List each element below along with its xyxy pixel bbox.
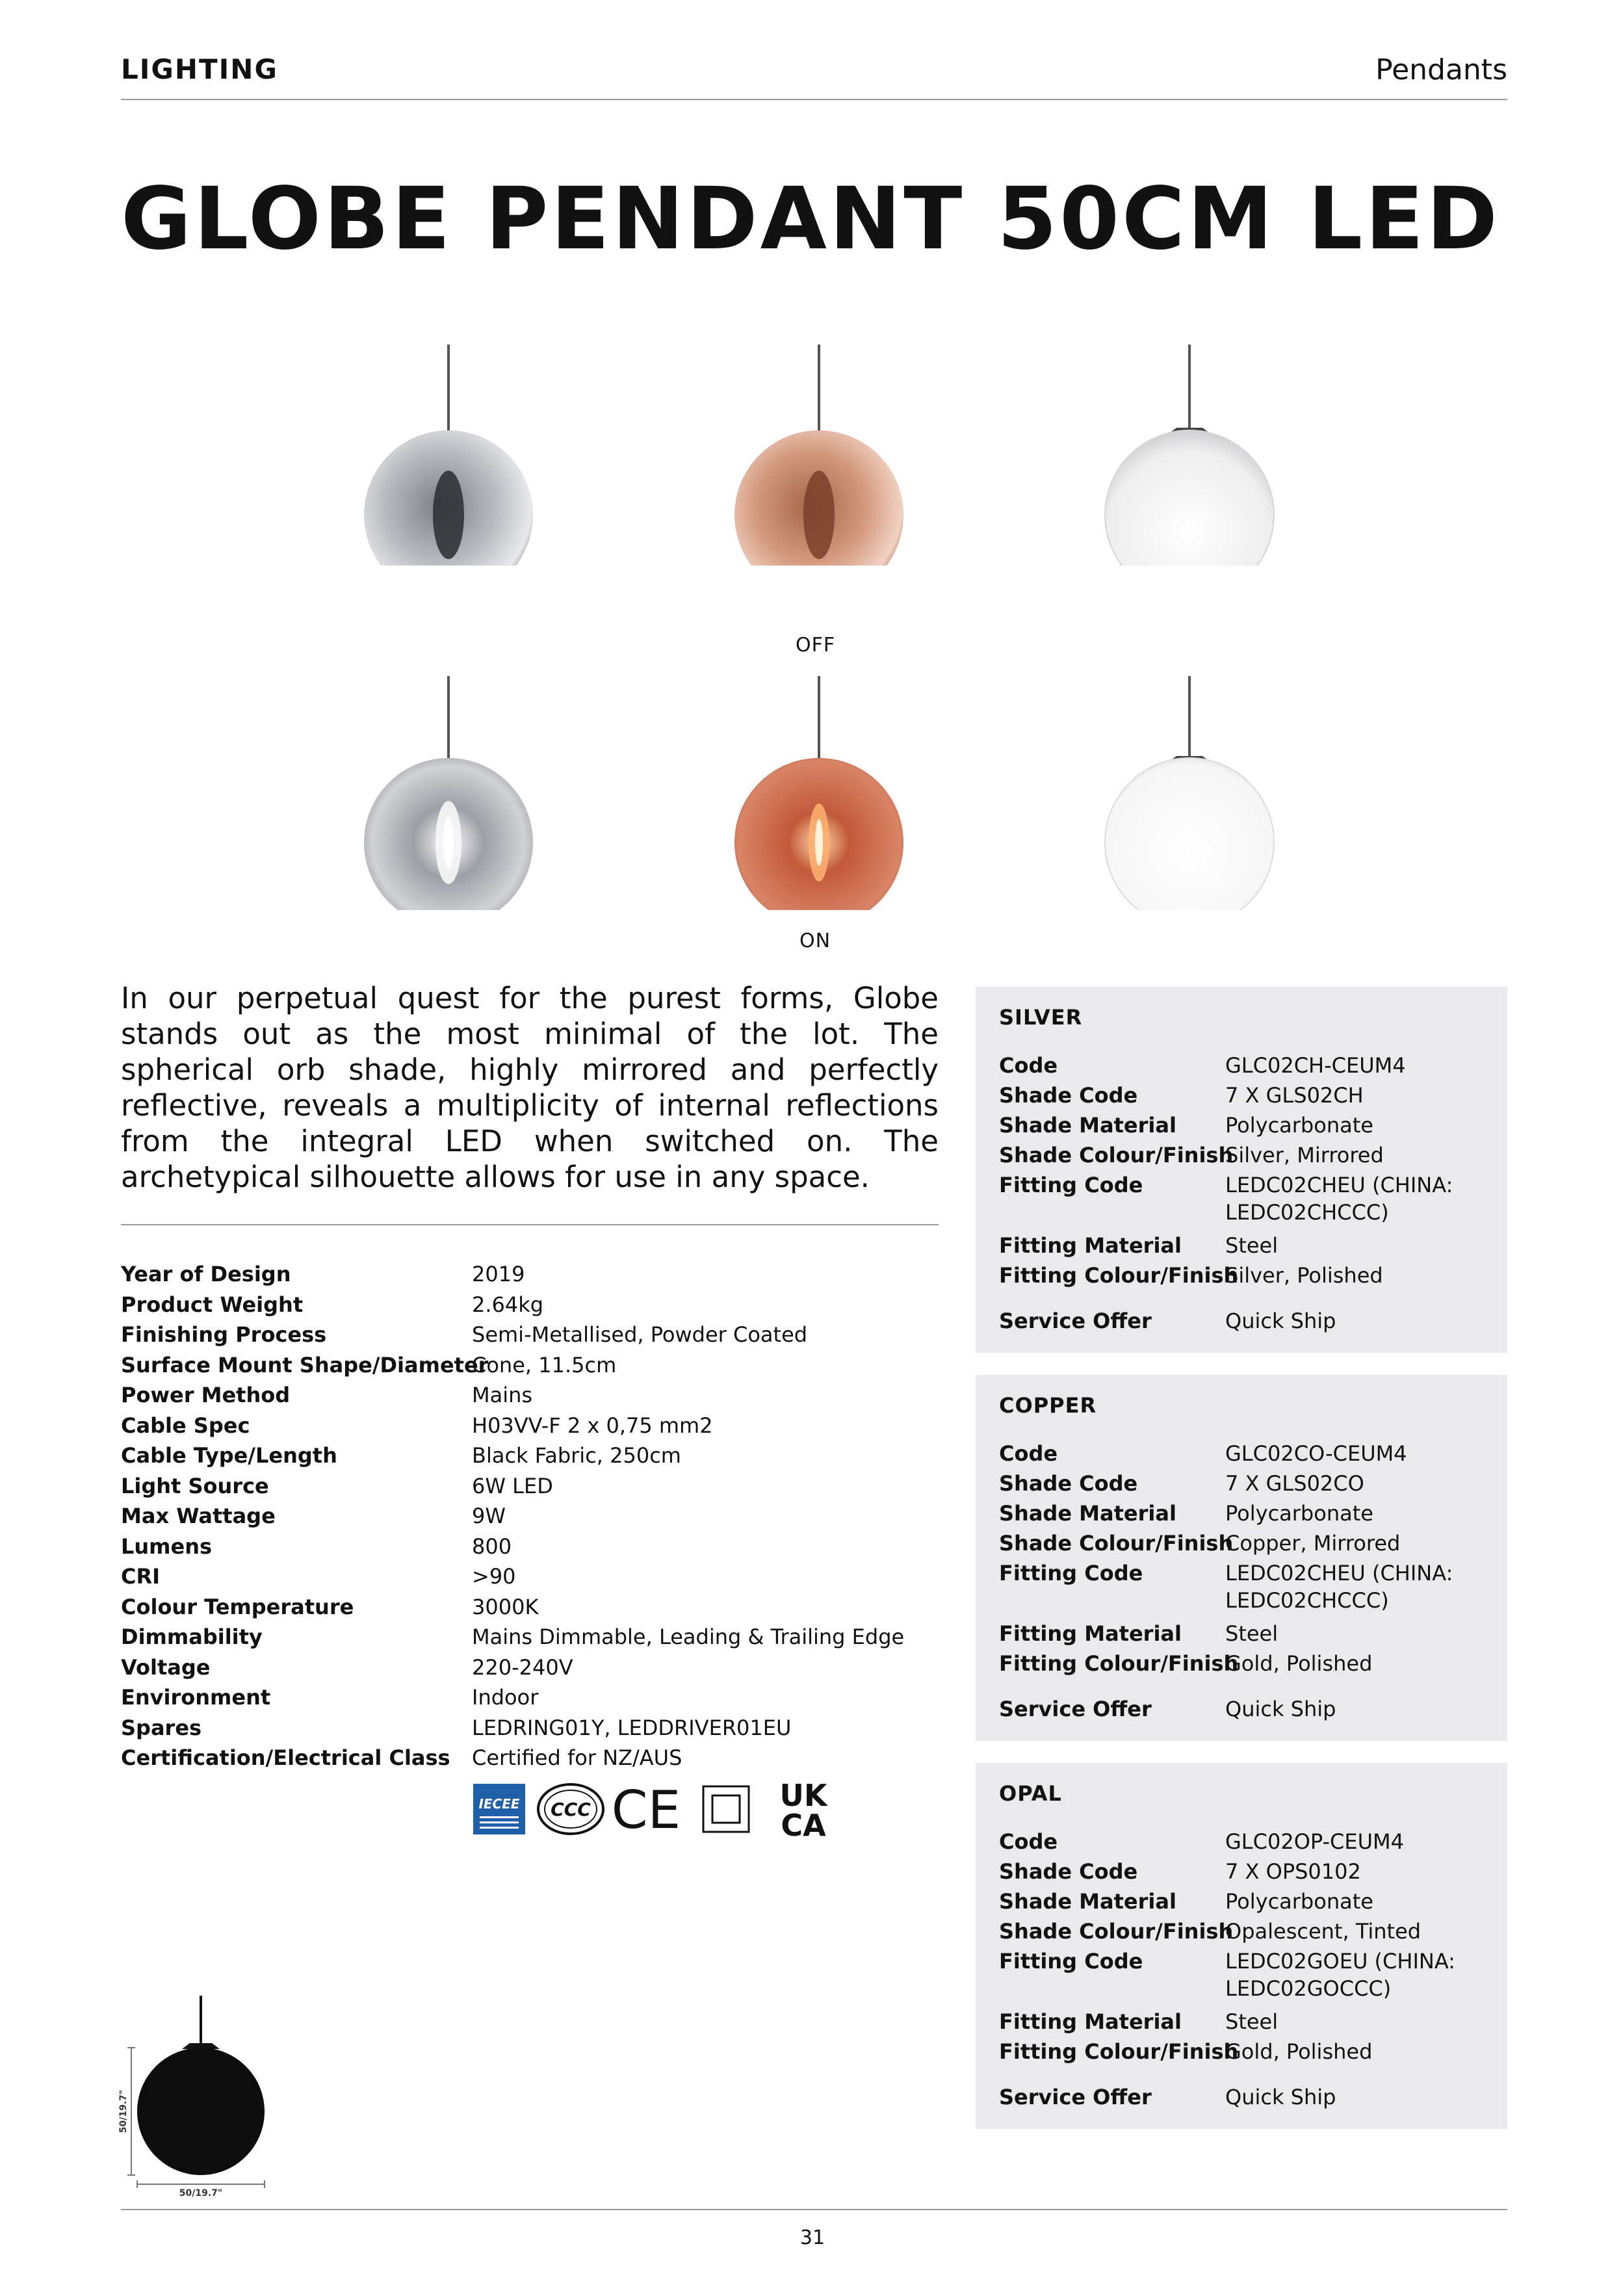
- variant-panel-opal: [976, 1763, 1507, 2129]
- variant-label: Shade Material: [999, 1889, 1176, 1914]
- variant-label: Shade Code: [999, 1859, 1138, 1884]
- silver-lamp-on-image: [351, 676, 546, 910]
- copper-lamp-on-image: [721, 676, 916, 910]
- spec-value: Semi-Metallised, Powder Coated: [472, 1322, 808, 1347]
- spec-label: Certification/Electrical Class: [121, 1745, 450, 1770]
- spec-row: [121, 1532, 966, 1562]
- ccc-mark-text: CCC: [551, 1799, 591, 1820]
- spec-row: [121, 1259, 966, 1290]
- variant-label: Fitting Code: [999, 1561, 1143, 1585]
- spec-value: 6W LED: [472, 1473, 553, 1498]
- spec-value: >90: [472, 1564, 516, 1589]
- variant-value: Polycarbonate: [1225, 1113, 1373, 1138]
- spec-label: Max Wattage: [121, 1504, 276, 1528]
- spec-row: [121, 1290, 966, 1320]
- spec-row: [121, 1682, 966, 1713]
- variant-name: OPAL: [999, 1781, 1062, 1806]
- spec-value: 9W: [472, 1504, 506, 1528]
- variant-value: 7 X OPS0102: [1225, 1859, 1361, 1884]
- spec-value: Mains Dimmable, Leading & Trailing Edge: [472, 1624, 905, 1649]
- spec-value: Mains: [472, 1383, 533, 1407]
- spec-label: Environment: [121, 1685, 271, 1710]
- page-number: 31: [799, 2226, 825, 2249]
- variant-value: Steel: [1225, 1233, 1279, 1258]
- footer-divider: [121, 2209, 1507, 2210]
- spec-row: [121, 1380, 966, 1411]
- spec-value: 3000K: [472, 1594, 539, 1619]
- header-category: LIGHTING: [121, 53, 278, 85]
- variant-label: Code: [999, 1829, 1058, 1854]
- variant-label: Shade Colour/Finish: [999, 1143, 1234, 1168]
- spec-label: Light Source: [121, 1473, 269, 1498]
- variant-value: LEDC02CHEU (CHINA: LEDC02CHCCC): [1225, 1561, 1453, 1613]
- dimension-width-label: 50/19.7": [179, 2188, 223, 2197]
- header-section: Pendants: [1375, 53, 1507, 86]
- variant-label: Fitting Colour/Finish: [999, 2039, 1239, 2064]
- variant-value: Silver, Polished: [1225, 1263, 1383, 1288]
- spec-label: Finishing Process: [121, 1322, 327, 1347]
- variant-value: Silver, Mirrored: [1225, 1143, 1384, 1168]
- variant-label: Fitting Material: [999, 1233, 1182, 1258]
- variant-label: Shade Code: [999, 1471, 1138, 1496]
- variant-name: SILVER: [999, 1005, 1083, 1030]
- spec-value: Cone, 11.5cm: [472, 1352, 617, 1377]
- dimension-height-label: 50/19.7": [118, 2089, 129, 2133]
- variant-value: Steel: [1225, 2009, 1279, 2034]
- dimension-drawing: [117, 1996, 286, 2197]
- spec-row: [121, 1592, 966, 1623]
- spec-row: [121, 1743, 966, 1773]
- variant-label: Shade Colour/Finish: [999, 1919, 1234, 1944]
- product-description: In our perpetual quest for the purest forms, Globe stands out as the most minimal of the lot. The spherical orb shade, highly mirrored and perfectly reflective, reveals a multiplicity of internal reflections from the integral LED when switched on. The archetypical silhouette allows for use in any space.: [121, 981, 939, 1194]
- spec-value: Indoor: [472, 1685, 539, 1710]
- variant-value: GLC02CH-CEUM4: [1225, 1053, 1406, 1078]
- ukca-mark-icon: [780, 1780, 829, 1838]
- silver-lamp-off-image: [351, 345, 546, 566]
- header-divider: [121, 99, 1507, 100]
- variant-value: Quick Ship: [1225, 1697, 1336, 1721]
- variant-label: Service Offer: [999, 2085, 1152, 2109]
- on-state-label: ON: [799, 930, 831, 952]
- variant-label: Shade Colour/Finish: [999, 1531, 1234, 1556]
- variant-label: Fitting Material: [999, 1621, 1182, 1646]
- spec-row: [121, 1320, 966, 1350]
- certification-marks: [472, 1780, 849, 1838]
- off-state-label: OFF: [796, 634, 836, 657]
- spec-value: Black Fabric, 250cm: [472, 1443, 681, 1468]
- spec-label: Year of Design: [121, 1262, 291, 1286]
- spec-label: Power Method: [121, 1383, 291, 1407]
- spec-label: Surface Mount Shape/Diameter: [121, 1352, 489, 1377]
- opal-lamp-off-image: [1092, 345, 1287, 566]
- variant-label: Fitting Code: [999, 1173, 1143, 1197]
- ce-mark-icon: CE: [611, 1780, 681, 1838]
- spec-row: [121, 1350, 966, 1381]
- variant-label: Fitting Colour/Finish: [999, 1263, 1239, 1288]
- variant-label: Fitting Colour/Finish: [999, 1651, 1239, 1676]
- variant-label: Fitting Code: [999, 1949, 1143, 1974]
- variant-value: Gold, Polished: [1225, 1651, 1373, 1676]
- iecee-mark-text: IECEE: [478, 1796, 520, 1812]
- variant-value: Opalescent, Tinted: [1225, 1919, 1422, 1944]
- spec-row: [121, 1713, 966, 1743]
- variant-name: COPPER: [999, 1393, 1097, 1418]
- variant-label: Code: [999, 1053, 1058, 1078]
- variant-value: Copper, Mirrored: [1225, 1531, 1401, 1556]
- spec-row: [121, 1652, 966, 1683]
- variant-value: GLC02CO-CEUM4: [1225, 1441, 1407, 1466]
- variant-value: Quick Ship: [1225, 2085, 1336, 2109]
- spec-label: Dimmability: [121, 1624, 263, 1649]
- variant-value: Polycarbonate: [1225, 1889, 1373, 1914]
- opal-lamp-on-image: [1092, 676, 1287, 910]
- spec-row: [121, 1411, 966, 1441]
- spec-label: Colour Temperature: [121, 1594, 354, 1619]
- spec-value: 2.64kg: [472, 1292, 544, 1317]
- variant-value: 7 X GLS02CO: [1225, 1471, 1364, 1496]
- spec-row: [121, 1441, 966, 1471]
- variant-value: Steel: [1225, 1621, 1279, 1646]
- variant-label: Code: [999, 1441, 1058, 1466]
- variant-value: Quick Ship: [1225, 1309, 1336, 1333]
- variant-label: Shade Code: [999, 1083, 1138, 1108]
- ukca-mark-bottom-text: CA: [781, 1808, 826, 1838]
- variant-label: Service Offer: [999, 1309, 1152, 1333]
- spec-value: 2019: [472, 1262, 525, 1286]
- class-ii-double-insulation-icon: [703, 1786, 749, 1832]
- ccc-mark-icon: [538, 1784, 603, 1834]
- spec-label: CRI: [121, 1564, 161, 1589]
- page-title: GLOBE PENDANT 50CM LED: [121, 169, 1501, 269]
- spec-table: [121, 1259, 966, 1773]
- variant-value: Polycarbonate: [1225, 1501, 1373, 1526]
- variant-value: Gold, Polished: [1225, 2039, 1373, 2064]
- spec-label: Spares: [121, 1715, 202, 1740]
- variant-label: Shade Material: [999, 1113, 1176, 1138]
- spec-value: 800: [472, 1533, 512, 1559]
- spec-value: 220-240V: [472, 1654, 573, 1680]
- copper-lamp-off-image: [721, 345, 916, 566]
- spec-row: [121, 1471, 966, 1502]
- variant-value: GLC02OP-CEUM4: [1225, 1829, 1404, 1854]
- spec-row: [121, 1501, 966, 1532]
- spec-row: [121, 1561, 966, 1592]
- variant-value: 7 X GLS02CH: [1225, 1083, 1364, 1108]
- iecee-mark-icon: [473, 1784, 525, 1834]
- spec-label: Cable Type/Length: [121, 1443, 337, 1468]
- spec-label: Lumens: [121, 1533, 213, 1559]
- spec-value: LEDRING01Y, LEDDRIVER01EU: [472, 1715, 792, 1740]
- variant-panel-silver: [976, 987, 1507, 1353]
- variant-label: Service Offer: [999, 1697, 1152, 1721]
- variant-value: LEDC02GOEU (CHINA: LEDC02GOCCC): [1225, 1949, 1455, 2001]
- spec-row: [121, 1622, 966, 1652]
- variant-panel-copper: [976, 1375, 1507, 1741]
- variant-label: Shade Material: [999, 1501, 1176, 1526]
- spec-label: Product Weight: [121, 1292, 304, 1317]
- spec-value: Certified for NZ/AUS: [472, 1745, 682, 1770]
- variant-label: Fitting Material: [999, 2009, 1182, 2034]
- spec-label: Voltage: [121, 1654, 211, 1680]
- variant-value: LEDC02CHEU (CHINA: LEDC02CHCCC): [1225, 1173, 1453, 1225]
- ukca-mark-top-text: UK: [779, 1780, 827, 1813]
- spec-value: H03VV-F 2 x 0,75 mm2: [472, 1413, 713, 1438]
- description-divider: [121, 1224, 939, 1225]
- spec-label: Cable Spec: [121, 1413, 250, 1438]
